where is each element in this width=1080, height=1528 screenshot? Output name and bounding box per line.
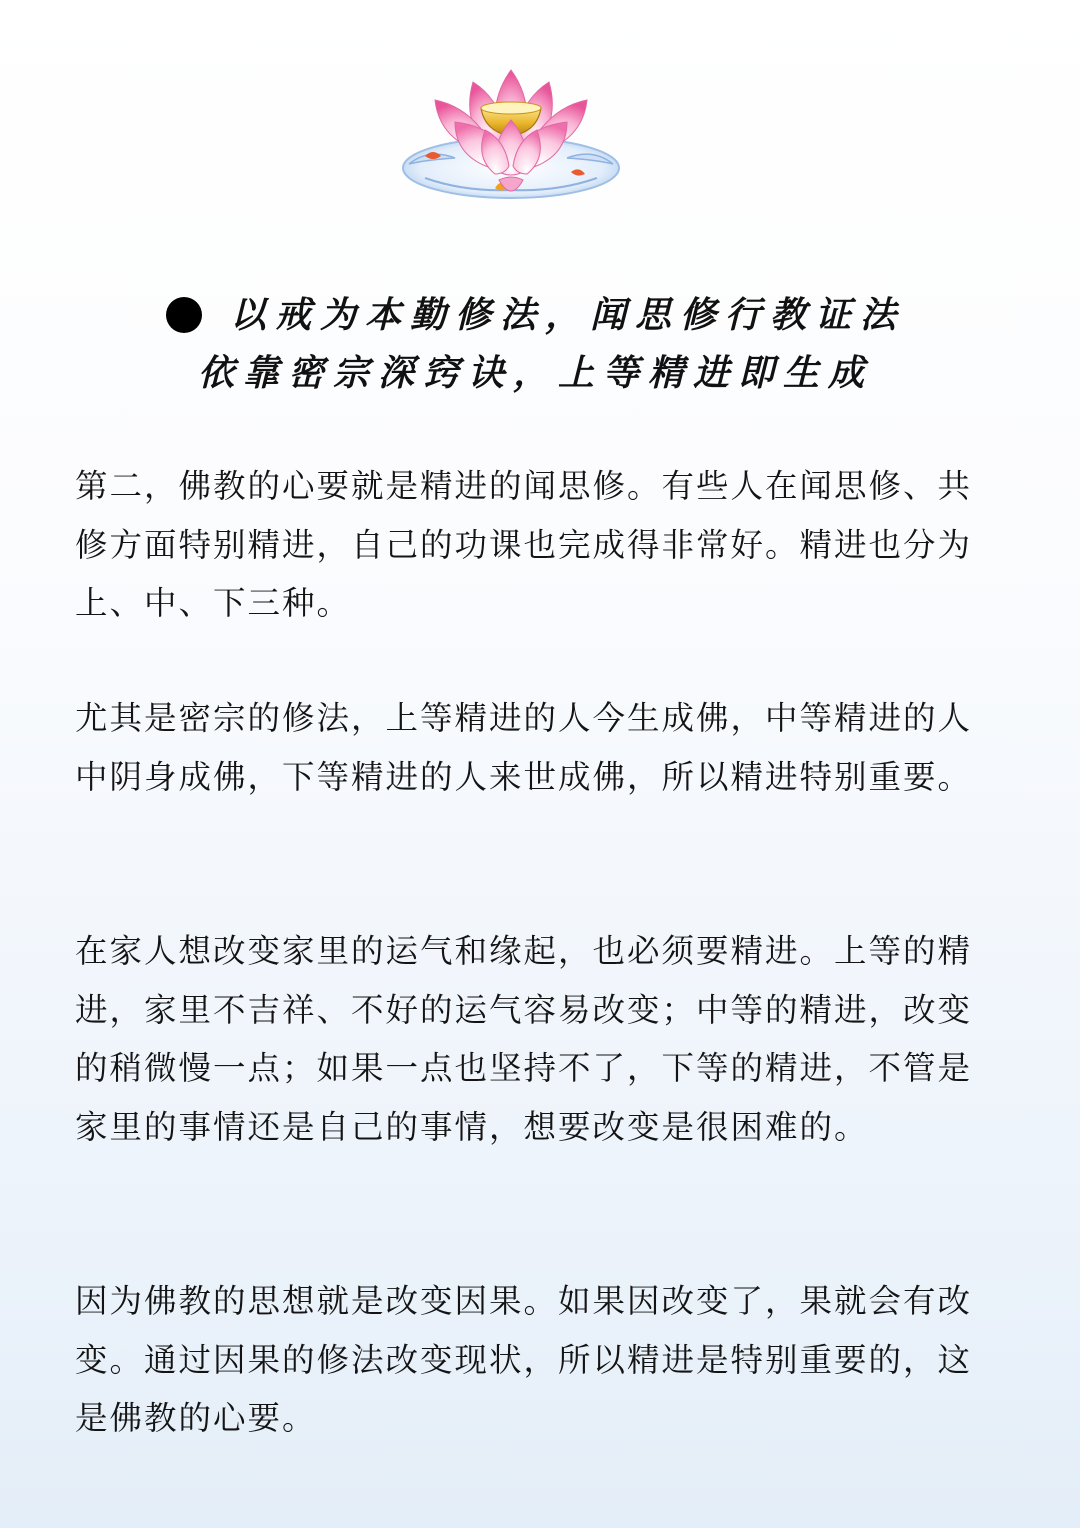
lotus-logo-icon	[395, 60, 627, 215]
verse-line-2-text: 依靠密宗深窍诀，上等精进即生成	[198, 352, 874, 394]
body-paragraph-1: 第二，佛教的心要就是精进的闻思修。有些人在闻思修、共修方面特别精进，自己的功课也完成得非常好。精进也分为上、中、下三种。	[75, 467, 973, 622]
body-paragraph-4: 因为佛教的思想就是改变因果。如果因改变了，果就会有改变。通过因果的修法改变现状，所以精进是特别重要的，这是佛教的心要。	[75, 1282, 973, 1437]
body-paragraph-3: 在家人想改变家里的运气和缘起，也必须要精进。上等的精进，家里不吉祥、不好的运气容易改变；中等的精进，改变的稍微慢一点；如果一点也坚持不了，下等的精进，不管是家里的事情还是自己的事情，想要改变是很困难的。	[75, 932, 973, 1146]
black-circle-bullet-icon	[166, 297, 202, 333]
body-paragraph-2: 尤其是密宗的修法，上等精进的人今生成佛，中等精进的人中阴身成佛，下等精进的人来世成佛，所以精进特别重要。	[75, 699, 973, 796]
verse-line-1-text: 以戒为本勤修法，闻思修行教证法	[230, 294, 906, 336]
